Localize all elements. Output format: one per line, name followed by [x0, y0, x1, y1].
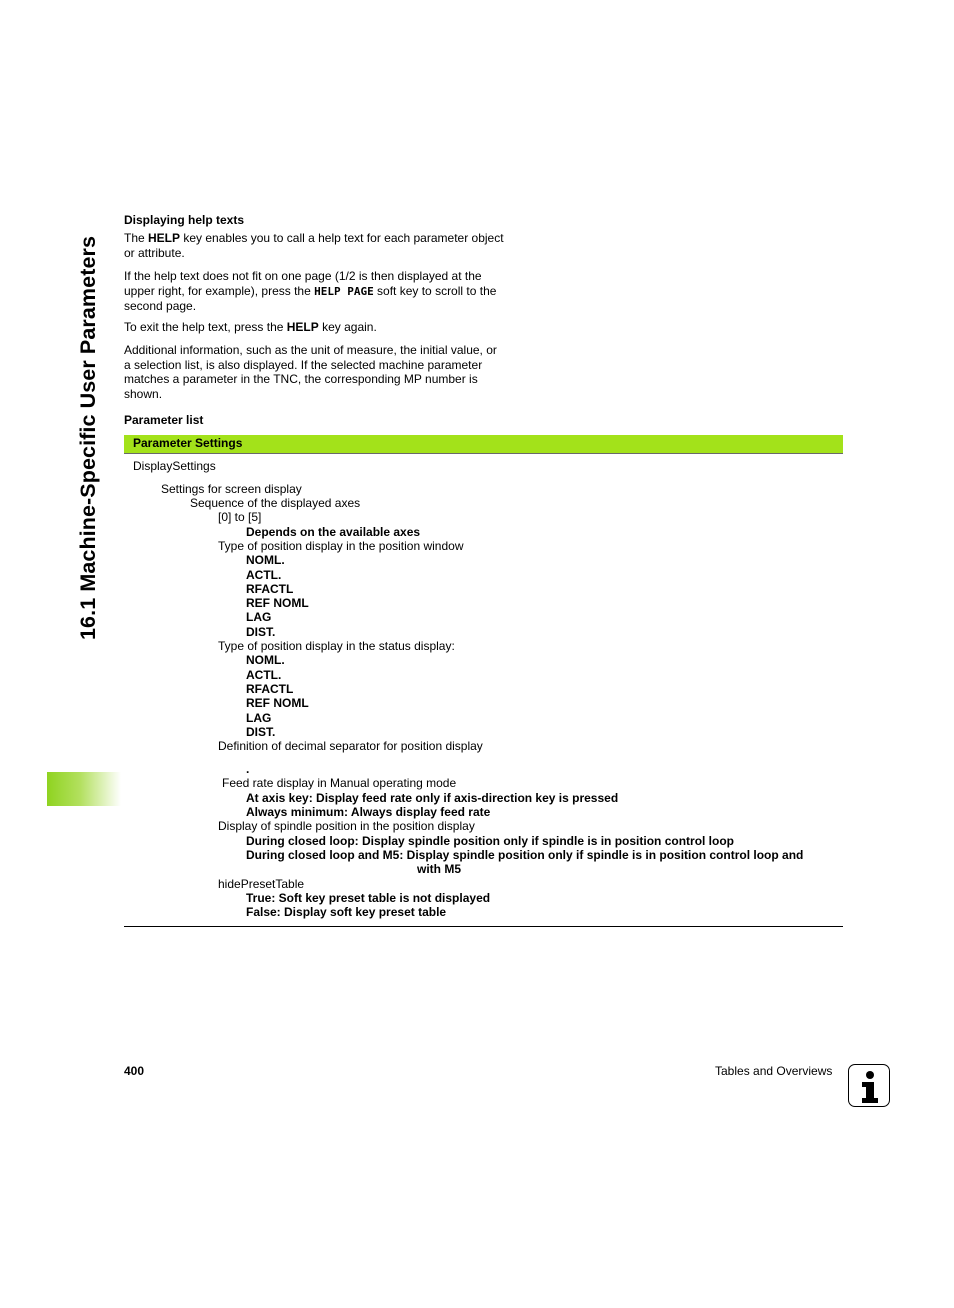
- help-key-label: HELP: [286, 320, 319, 334]
- footer-chapter-title: Tables and Overviews: [715, 1064, 833, 1078]
- tree-value: NOML.: [246, 653, 285, 667]
- tree-value: During closed loop: Display spindle position only if spindle is in position control loop: [246, 834, 735, 848]
- tree-value: False: Display soft key preset table: [246, 905, 447, 919]
- help-paragraph-3: [124, 320, 524, 335]
- chapter-tab-marker: [47, 772, 121, 806]
- tree-value: During closed loop and M5: Display spindle position only if spindle is in position control loop and: [246, 848, 804, 862]
- text: shown.: [124, 386, 163, 401]
- text: key again.: [318, 320, 377, 334]
- table-header-label: Parameter Settings: [133, 436, 243, 450]
- text: To exit the help text, press the: [124, 320, 287, 334]
- tree-value: ACTL.: [246, 668, 282, 682]
- tree-value: At axis key: Display feed rate only if axis-direction key is pressed: [246, 791, 619, 805]
- help-paragraph-1: [124, 231, 524, 260]
- tree-row: Settings for screen display: [161, 482, 302, 496]
- tree-value: Depends on the available axes: [246, 525, 421, 539]
- tree-row: Sequence of the displayed axes: [190, 496, 361, 510]
- text: matches a parameter in the TNC, the corresponding MP number is: [124, 372, 478, 386]
- help-paragraph-2: [124, 269, 524, 314]
- tree-value: DIST.: [246, 625, 276, 639]
- text: second page.: [124, 299, 197, 313]
- tree-value: with M5: [417, 862, 461, 876]
- tree-row: Type of position display in the position window: [218, 539, 464, 553]
- table-bottom-rule: [124, 926, 843, 927]
- tree-value: DIST.: [246, 725, 276, 739]
- parameter-table-header: [124, 435, 843, 454]
- tree-value: True: Soft key preset table is not displayed: [246, 891, 491, 905]
- tree-value: REF NOML: [246, 596, 309, 610]
- tree-value: LAG: [246, 711, 272, 725]
- help-heading: Displaying help texts: [124, 213, 245, 227]
- help-paragraph-4: [124, 343, 524, 401]
- page-number: 400: [124, 1064, 145, 1078]
- tree-value: RFACTL: [246, 582, 294, 596]
- tree-row: hidePresetTable: [218, 877, 305, 891]
- tree-value: REF NOML: [246, 696, 309, 710]
- text: key enables you to call a help text for each parameter object: [180, 231, 504, 245]
- tree-row: DisplaySettings: [133, 459, 216, 473]
- tree-value: ACTL.: [246, 568, 282, 582]
- help-key-label: HELP: [148, 231, 181, 245]
- tree-row: Display of spindle position in the position display: [218, 819, 475, 833]
- text: Additional information, such as the unit of measure, the initial value, or: [124, 343, 497, 357]
- tree-value: LAG: [246, 610, 272, 624]
- tree-row: Type of position display in the status display:: [218, 639, 455, 653]
- help-page-softkey-label: HELP PAGE: [314, 284, 374, 298]
- tree-row: Feed rate display in Manual operating mode: [222, 776, 457, 790]
- text: If the help text does not fit on one page (1/2 is then displayed at the: [124, 269, 482, 283]
- info-icon: [848, 1064, 890, 1107]
- tree-value: Always minimum: Always display feed rate: [246, 805, 491, 819]
- text: upper right, for example), press the: [124, 283, 315, 298]
- tree-row: Definition of decimal separator for position display: [218, 739, 483, 753]
- tree-value: RFACTL: [246, 682, 294, 696]
- text: The: [124, 231, 149, 245]
- chapter-side-title: 16.1 Machine-Specific User Parameters: [76, 235, 100, 640]
- text: or attribute.: [124, 245, 185, 260]
- tree-value: .: [246, 762, 250, 776]
- parameter-list-heading: Parameter list: [124, 413, 204, 427]
- tree-row: [0] to [5]: [218, 510, 262, 524]
- tree-value: NOML.: [246, 553, 285, 567]
- text: soft key to scroll to the: [373, 283, 497, 298]
- text: a selection list, is also displayed. If the selected machine parameter: [124, 357, 483, 372]
